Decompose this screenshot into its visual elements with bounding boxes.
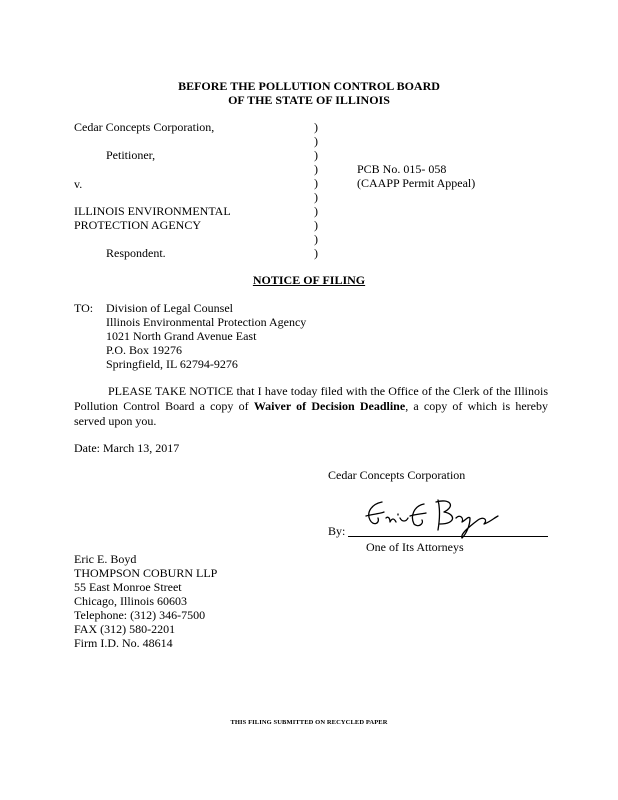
- notice-text-part1: PLEASE TAKE NOTICE that I have today filed with the Office of the Clerk of the Illinois Pollution Control Board a copy of: [74, 384, 548, 413]
- caption-paren: ): [314, 134, 318, 148]
- attorney-line: THOMPSON COBURN LLP: [74, 566, 218, 580]
- caption-paren: ): [314, 232, 318, 246]
- notice-text-part2: , a copy of which is hereby served upon you.: [74, 399, 548, 428]
- to-address-line: Springfield, IL 62794-9276: [106, 357, 238, 371]
- signature-image: [360, 494, 510, 540]
- case-type: (CAAPP Permit Appeal): [357, 176, 476, 190]
- notice-paragraph: [74, 384, 548, 429]
- caption-paren: ): [314, 162, 318, 176]
- case-number: PCB No. 015- 058: [357, 162, 447, 176]
- petitioner-name: Cedar Concepts Corporation,: [74, 120, 215, 134]
- to-address-line: 1021 North Grand Avenue East: [106, 329, 257, 343]
- signature-line: [348, 536, 548, 537]
- caption-paren: ): [314, 204, 318, 218]
- respondent-role: Respondent.: [106, 246, 166, 260]
- attorney-line: Telephone: (312) 346-7500: [74, 608, 206, 622]
- respondent-line1: ILLINOIS ENVIRONMENTAL: [74, 204, 231, 218]
- respondent-line2: PROTECTION AGENCY: [74, 218, 202, 232]
- notice-title: NOTICE OF FILING: [252, 273, 366, 287]
- filing-date: Date: March 13, 2017: [74, 441, 180, 455]
- recycled-paper-footer: THIS FILING SUBMITTED ON RECYCLED PAPER: [230, 719, 388, 726]
- attorney-line: Eric E. Boyd: [74, 552, 137, 566]
- to-address-line: Division of Legal Counsel: [106, 301, 233, 315]
- board-title-line2: OF THE STATE OF ILLINOIS: [228, 93, 390, 107]
- to-address-line: Illinois Environmental Protection Agency: [106, 315, 307, 329]
- caption-paren: ): [314, 190, 318, 204]
- to-label: TO:: [74, 301, 94, 315]
- petitioner-role: Petitioner,: [106, 148, 156, 162]
- caption-paren: ): [314, 120, 318, 134]
- attorney-line: Firm I.D. No. 48614: [74, 636, 173, 650]
- board-title-line1: BEFORE THE POLLUTION CONTROL BOARD: [178, 79, 440, 93]
- by-label: By:: [328, 524, 346, 538]
- caption-paren: ): [314, 246, 318, 260]
- attorney-line: Chicago, Illinois 60603: [74, 594, 187, 608]
- filed-document-title: Waiver of Decision Deadline: [253, 399, 406, 413]
- to-address-line: P.O. Box 19276: [106, 343, 183, 357]
- versus: v.: [74, 177, 83, 191]
- caption-paren: ): [314, 148, 318, 162]
- caption-paren: ): [314, 176, 318, 190]
- caption-paren: ): [314, 218, 318, 232]
- attorney-line: 55 East Monroe Street: [74, 580, 182, 594]
- firm-name: Cedar Concepts Corporation: [328, 468, 466, 482]
- signer-title: One of Its Attorneys: [366, 540, 464, 554]
- attorney-line: FAX (312) 580-2201: [74, 622, 176, 636]
